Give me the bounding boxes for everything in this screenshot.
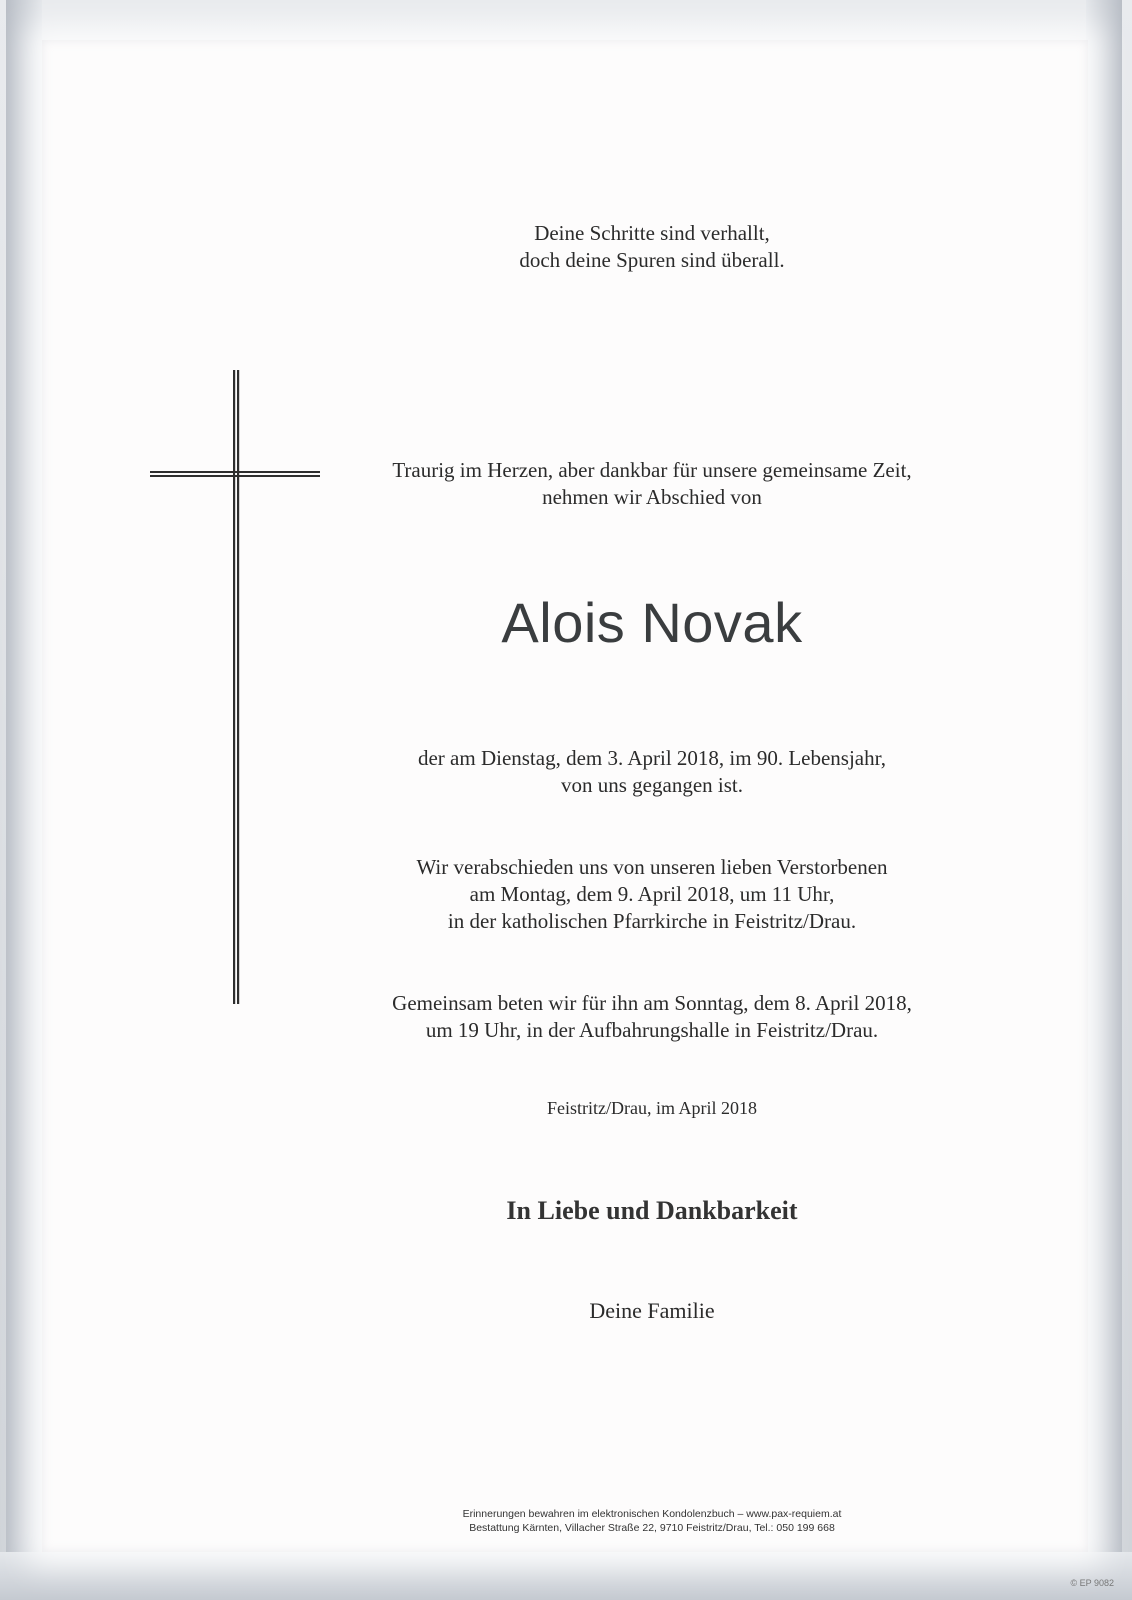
print-code: © EP 9082 xyxy=(1070,1578,1114,1588)
intro-line-2: nehmen wir Abschied von xyxy=(542,485,762,509)
frame-edge-right xyxy=(1086,0,1122,1600)
farewell-service xyxy=(340,854,964,935)
death-line-2: von uns gegangen ist. xyxy=(561,773,743,797)
latin-cross-icon xyxy=(150,370,320,1011)
motto-verse xyxy=(340,220,964,274)
closing-phrase: In Liebe und Dankbarkeit xyxy=(506,1196,798,1225)
intro-line-1: Traurig im Herzen, aber dankbar für unsere gemeinsame Zeit, xyxy=(392,458,912,482)
footer-line-2: Bestattung Kärnten, Villacher Straße 22, 9710 Feistritz/Drau, Tel.: 050 199 668 xyxy=(469,1522,835,1534)
frame-edge-bottom xyxy=(0,1552,1132,1600)
prayer-line-1: Gemeinsam beten wir für ihn am Sonntag, dem 8. April 2018, xyxy=(392,991,912,1015)
prayer-service xyxy=(340,990,964,1044)
family-signature: Deine Familie xyxy=(589,1298,715,1323)
intro-text xyxy=(340,457,964,511)
place-and-date: Feistritz/Drau, im April 2018 xyxy=(547,1098,757,1118)
footer-info xyxy=(340,1507,964,1535)
deceased-name: Alois Novak xyxy=(501,591,803,654)
farewell-line-1: Wir verabschieden uns von unseren lieben Verstorbenen xyxy=(416,855,888,879)
farewell-line-3: in der katholischen Pfarrkirche in Feistritz/Drau. xyxy=(447,909,857,933)
death-notice xyxy=(340,745,964,799)
motto-line-1: Deine Schritte sind verhallt, xyxy=(534,221,770,245)
prayer-line-2: um 19 Uhr, in der Aufbahrungshalle in Feistritz/Drau. xyxy=(425,1018,879,1042)
frame-edge-left xyxy=(6,0,42,1600)
death-line-1: der am Dienstag, dem 3. April 2018, im 90. Lebensjahr, xyxy=(417,746,887,770)
farewell-line-2: am Montag, dem 9. April 2018, um 11 Uhr, xyxy=(469,882,835,906)
footer-line-1: Erinnerungen bewahren im elektronischen Kondolenzbuch – www.pax-requiem.at xyxy=(462,1508,842,1520)
motto-line-2: doch deine Spuren sind überall. xyxy=(519,248,785,272)
